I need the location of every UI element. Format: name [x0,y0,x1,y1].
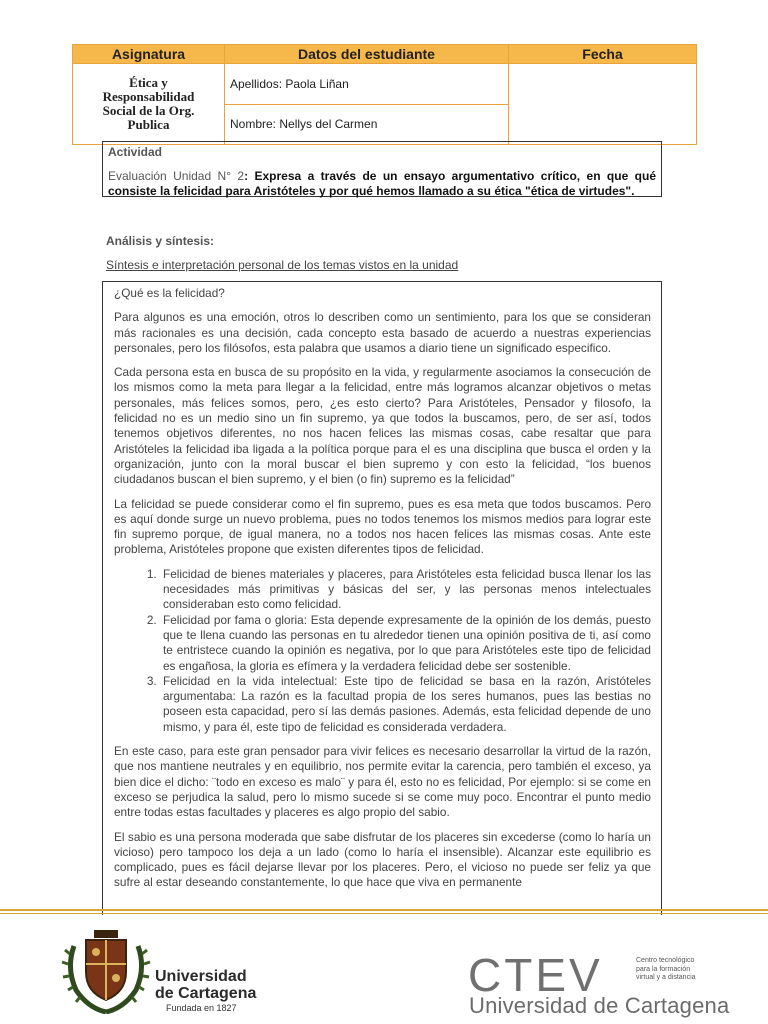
ctev-logo [468,954,632,994]
ctev-logo-text: CTEV [468,954,603,994]
activity-title: Actividad [108,145,163,159]
essay-paragraph: Para algunos es una emoción, otros lo describen como un sentimiento, para los que se consideran más racionales es una decisión, cada concepto esta basado de acuerdo a nuestras experiencias personales, pero los filósofos, esta palabra que usamos a diario tiene un significado especifico. [114,310,651,355]
subject-line: Publica [127,117,170,132]
ctev-subtitle: Universidad de Cartagena [469,993,730,1018]
university-name-line1: Universidad [155,968,247,985]
university-founded: Fundada en 1827 [166,1003,237,1013]
col-subject-header: Asignatura [73,45,225,64]
date-cell [509,64,697,145]
section-subheading: Síntesis e interpretación personal de los temas vistos en la unidad [106,258,459,272]
footer-divider-thin [0,913,768,914]
ctev-tagline-line: virtual y a distancia [636,974,696,981]
university-crest-logo [60,928,152,1014]
col-student-header: Datos del estudiante [225,45,509,64]
activity-prefix: Evaluación Unidad N° 2 [108,169,245,183]
ctev-tagline-line: para la formación [636,965,691,973]
subject-line: Responsabilidad [102,89,195,104]
university-name [155,968,256,1002]
subject-cell [73,64,225,145]
essay-paragraph: En este caso, para este gran pensador para vivir felices es necesario desarrollar la virtud de la razón, que nos mantiene neutrales y en equilibrio, nos permite evitar la carencia, pero también el exceso, ya bien dice el dicho: ¨todo en exceso es malo¨ y para él, esto no es felicidad, Por ejemplo: si se come en exceso se perjudica la salud, pero lo mismo sucede si se come muy poco. Encontrar el punto medio entre todas estas facultades y placeres es algo propio del sabio. [114,744,651,820]
activity-colon: : [244,169,249,183]
subject-line: Ética y [129,75,168,90]
activity-box [102,141,662,197]
essay-paragraph: Cada persona esta en busca de su propósito en la vida, y regularmente asociamos la consecución de los mismos como la meta para llegar a la felicidad, entre más logramos alcanzar objetivos o metas personales, más felices somos, pero, ¿es esto cierto? Para Aristóteles, Pensador y filosofo, la felicidad no es un medio sino un fin supremo, ya que todos la buscamos, pero, de ser así, todos tenemos objetivos diferentes, no nos hacen felices las mismas cosas, cabe resaltar que para Aristóteles la felicidad iba ligada a la política porque para el es una disciplina que busca el orden y la organización, junto con la moral buscar el bien supremo y con esto la felicidad, “los buenos ciudadanos buscan el bien supremo, y el bien (o fin) supremo es la felicidad” [114,365,651,487]
essay-question: ¿Qué es la felicidad? [114,286,225,300]
ctev-tagline-line: Centro tecnológico [636,957,695,964]
list-item: 1. Felicidad de bienes materiales y placeres, para Aristóteles esta felicidad busca llenar los las necesidades más primitivas y básicas del ser, y las personas menos intelectuales consideraban esto como felicidad. [160,567,651,613]
subject-line: Social de la Org. [102,103,195,118]
name-field: Nombre: Nellys del Carmen [225,104,509,145]
footer-divider [0,909,768,911]
activity-statement [108,169,656,199]
col-date-header: Fecha [509,45,697,64]
ctev-tagline [636,957,696,983]
list-item: 3. Felicidad en la vida intelectual: Este tipo de felicidad se basa en la razón, Aristóteles argumentaba: La razón es la facultad propia de los seres humanos, pues las bestias no poseen esta capacidad, pero sí las demás pasiones. Además, esta felicidad depende de uno mismo, y para él, este tipo de felicidad es considerada verdadera. [160,674,651,735]
university-name-line2: de Cartagena [155,985,257,1002]
surname-field: Apellidos: Paola Liñan [225,64,509,105]
essay-paragraph: La felicidad se puede considerar como el fin supremo, pues es esa meta que todos buscamos. Pero es aquí donde surge un nuevo problema, pues no todos tenemos los mismos medios para lograr este fin supremo porque, de igual manera, no a todos nos hacen felices las mismas cosas. Ante este problema, Aristóteles propone que existen diferentes tipos de felicidad. [114,496,651,557]
header-table [72,44,697,145]
list-item: 2. Felicidad por fama o gloria: Esta depende expresamente de la opinión de los demás, puesto que te llena cuando las personas en tu alrededor tienen una opinión positiva de ti, así como te entristece cuando la opinión es negativa, por lo que para Aristóteles este tipo de felicidad es engañosa, la gloria es efímera y la verdadera felicidad debe ser sostenible. [160,613,651,674]
essay-box [102,281,662,921]
section-heading: Análisis y síntesis: [106,234,215,248]
activity-text: Expresa a través de un ensayo argumentativo crítico, en que qué consiste la felicidad para Aristóteles y por qué hemos llamado a su ética "ética de virtudes". [108,169,656,198]
happiness-types-list [114,567,651,735]
essay-paragraph: El sabio es una persona moderada que sabe disfrutar de los placeres sin excederse (como lo haría un vicioso) pero tampoco los deja a un lado (como lo haría el insensible). Alcanzar este equilibrio es complicado, pues es fácil dejarse llevar por los placeres. Pero, el vicioso no puede ser feliz ya que sufre al estar deseando constantemente, lo que hace que viva en permanente [114,829,651,890]
